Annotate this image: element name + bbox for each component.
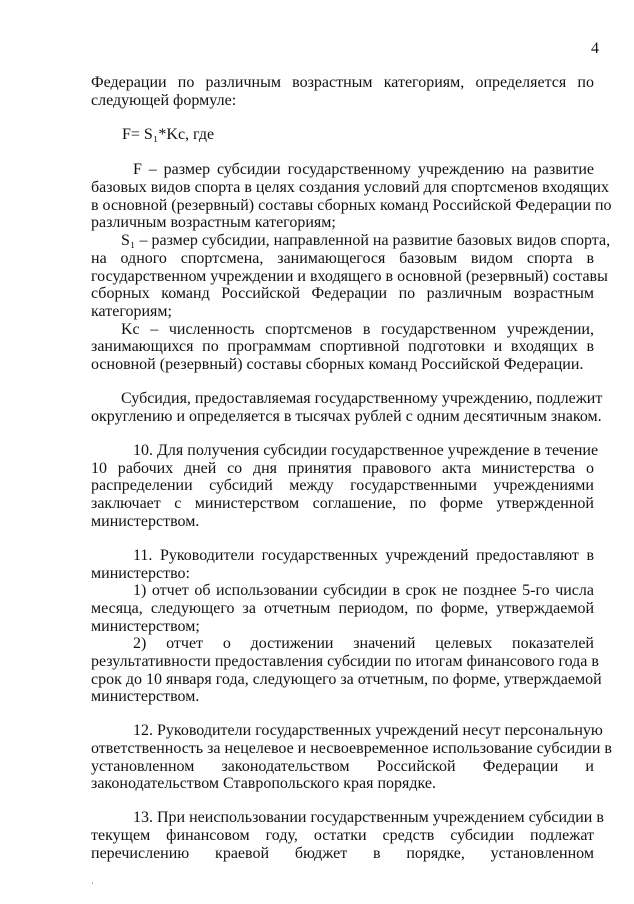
text-line: установленном законодательством Российской Федерации и [91,758,594,775]
text-line: результативности предоставления субсидии по итогам финансового года в [91,653,599,670]
text-line: категориям; [91,303,172,320]
text-line: Федерации по различным возрастным категориям, определяется по [91,74,594,91]
text-line: 13. При неиспользовании государственным учреждением субсидии в [133,809,604,826]
text-line: занимающихся по программам спортивной подготовки и входящих в [91,338,594,355]
formula: F= S₁*Kс, где [122,126,215,143]
text-line: следующей формуле: [91,92,237,109]
text-line: сборных команд Российской Федерации по различным возрастным [91,285,594,302]
text-line: 2) отчет о достижении значений целевых показателей [133,635,594,652]
text-line: базовых видов спорта в целях создания условий для спортсменов входящих [91,179,609,196]
text-line: законодательством Ставропольского края порядке. [91,775,436,792]
text-line: заключает с министерством соглашение, по форме утвержденной [91,495,594,512]
text-line: Субсидия, предоставляемая государственному учреждению, подлежит [121,390,603,407]
text-line: распределении субсидий между государственными учреждениями [91,477,594,494]
text-line: государственном учреждении и входящего в основной (резервный) составы [91,268,608,285]
text-line: перечислению краевой бюджет в порядке, установленном [91,845,594,862]
text-line: округлению и определяется в тысячах рублей с одним десятичным знаком. [91,408,602,425]
text-line: министерством; [91,618,200,635]
text-line: министерство: [91,565,190,582]
text-line: 12. Руководители государственных учреждений несут персональную [133,722,603,739]
text-line: в основной (резервный) составы сборных команд Российской Федерации по [91,197,612,214]
text-line: 10. Для получения субсидии государственное учреждение в течение [133,442,599,459]
text-line: F – размер субсидии государственному учреждению на развитие [133,161,594,178]
text-line: различным возрастным категориям; [91,214,336,231]
text-line: месяца, следующего за отчетным периодом, по форме, утверждаемой [91,600,594,617]
text-line: министерством. [91,688,200,705]
text-line: 11. Руководители государственных учреждений предоставляют в [133,547,594,564]
page-number: 4 [591,40,599,57]
text-line: текущем финансовом году, остатки средств субсидии подлежат [91,827,594,844]
text-line: ответственность за нецелевое и несвоевременное использование субсидии в [91,740,612,757]
text-line: срок до 10 января года, следующего за отчетным, по форме, утверждаемой [91,671,602,688]
text-line: 10 рабочих дней со дня принятия правового акта министерства о [91,460,594,477]
text-line: основной (резервный) составы сборных команд Российской Федерации. [91,356,584,373]
text-line: на одного спортсмена, занимающегося базовым видом спорта в [91,250,594,267]
text-line: 1) отчет об использовании субсидии в срок не позднее 5-го числа [133,582,594,599]
text-line: S₁ – размер субсидии, направленной на развитие базовых видов спорта, [121,232,611,249]
text-line: Kс – численность спортсменов в государственном учреждении, [121,321,594,338]
scan-speck [92,882,93,884]
text-line: министерством. [91,513,200,530]
